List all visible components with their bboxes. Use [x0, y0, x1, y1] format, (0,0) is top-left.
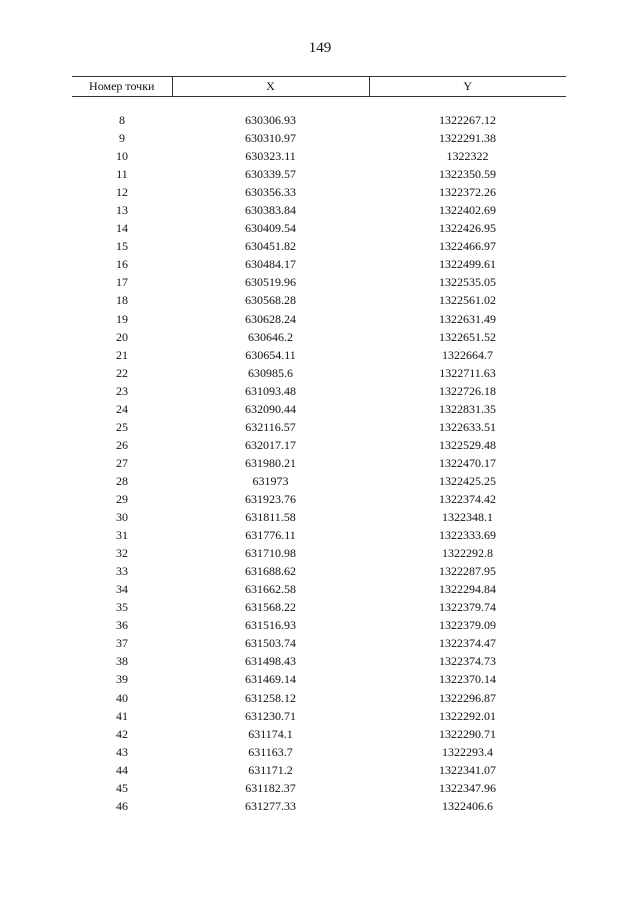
cell-point-number: 44 [116, 762, 128, 777]
cell-x: 631811.58 [245, 510, 296, 525]
cell-x: 631182.37 [245, 780, 296, 795]
cell-point-number: 35 [116, 600, 128, 615]
cell-y: 1322529.48 [439, 437, 496, 452]
cell-x: 630323.11 [245, 149, 296, 164]
cell-point-number: 46 [116, 798, 128, 813]
cell-y: 1322347.96 [439, 780, 496, 795]
cell-y: 1322711.63 [439, 365, 496, 380]
cell-x: 631503.74 [245, 636, 296, 651]
cell-point-number: 30 [116, 510, 128, 525]
table-row [72, 580, 566, 598]
cell-point-number: 33 [116, 564, 128, 579]
cell-y: 1322294.84 [439, 582, 496, 597]
cell-x: 631776.11 [245, 528, 296, 543]
cell-y: 1322535.05 [439, 275, 496, 290]
cell-point-number: 16 [116, 257, 128, 272]
table-row [72, 761, 566, 779]
cell-point-number: 26 [116, 437, 128, 452]
table-row [72, 598, 566, 616]
cell-x: 630451.82 [245, 239, 296, 254]
cell-y: 1322379.74 [439, 600, 496, 615]
table-row [72, 237, 566, 255]
table-row [72, 743, 566, 761]
table-row [72, 346, 566, 364]
table-row [72, 652, 566, 670]
cell-y: 1322370.14 [439, 672, 496, 687]
table-row [72, 129, 566, 147]
cell-y: 1322292.01 [439, 708, 496, 723]
table-row [72, 472, 566, 490]
table-row [72, 291, 566, 309]
cell-y: 1322406.6 [442, 798, 493, 813]
cell-point-number: 25 [116, 419, 128, 434]
cell-x: 631973 [252, 473, 289, 488]
cell-x: 631163.7 [248, 744, 293, 759]
table-row [72, 310, 566, 328]
cell-x: 631688.62 [245, 564, 296, 579]
cell-y: 1322631.49 [439, 311, 496, 326]
cell-point-number: 38 [116, 654, 128, 669]
cell-point-number: 22 [116, 365, 128, 380]
coordinates-table-container [72, 76, 566, 815]
cell-y: 1322287.95 [439, 564, 496, 579]
cell-point-number: 24 [116, 401, 128, 416]
table-row [72, 779, 566, 797]
table-row [72, 382, 566, 400]
cell-y: 1322290.71 [439, 726, 496, 741]
cell-y: 1322341.07 [439, 762, 496, 777]
cell-point-number: 20 [116, 329, 128, 344]
table-row [72, 508, 566, 526]
cell-point-number: 19 [116, 311, 128, 326]
cell-x: 630985.6 [248, 365, 293, 380]
cell-y: 1322322 [446, 149, 489, 164]
cell-x: 630356.33 [245, 185, 296, 200]
cell-x: 631980.21 [245, 455, 296, 470]
cell-point-number: 39 [116, 672, 128, 687]
cell-point-number: 29 [116, 492, 128, 506]
cell-x: 630484.17 [245, 257, 296, 272]
coordinates-table [72, 76, 566, 815]
cell-x: 631277.33 [245, 798, 296, 813]
header-x: X [172, 77, 369, 97]
cell-y: 1322372.26 [439, 185, 496, 200]
table-header-row [72, 77, 566, 97]
cell-x: 630383.84 [245, 203, 296, 218]
cell-point-number: 42 [116, 726, 128, 741]
table-row [72, 328, 566, 346]
table-row [72, 562, 566, 580]
cell-y: 1322350.59 [439, 167, 496, 182]
cell-x: 630339.57 [245, 167, 296, 182]
cell-y: 1322374.47 [439, 636, 496, 651]
cell-y: 1322561.02 [439, 293, 496, 308]
cell-y: 1322425.25 [439, 473, 496, 488]
spacer-cell [72, 97, 566, 112]
cell-point-number: 45 [116, 780, 128, 795]
cell-y: 1322291.38 [439, 131, 496, 146]
cell-point-number: 23 [116, 383, 128, 398]
cell-y: 1322470.17 [439, 455, 496, 470]
cell-y: 1322426.95 [439, 221, 496, 236]
cell-y: 1322499.61 [439, 257, 496, 272]
cell-x: 630628.24 [245, 311, 296, 326]
cell-y: 1322333.69 [439, 528, 496, 543]
table-row [72, 490, 566, 508]
cell-x: 631258.12 [245, 690, 296, 705]
cell-point-number: 41 [116, 708, 128, 723]
cell-point-number: 15 [116, 239, 128, 254]
table-row [72, 219, 566, 237]
cell-y: 1322293.4 [442, 744, 493, 759]
table-row [72, 147, 566, 165]
cell-point-number: 21 [116, 347, 128, 362]
cell-point-number: 34 [116, 582, 128, 597]
cell-x: 630409.54 [245, 221, 296, 236]
cell-x: 630519.96 [245, 275, 296, 290]
table-body [72, 97, 566, 815]
cell-point-number: 11 [116, 167, 128, 182]
cell-x: 630654.11 [245, 347, 296, 362]
cell-y: 1322296.87 [439, 690, 496, 705]
table-row [72, 418, 566, 436]
cell-x: 630568.28 [245, 293, 296, 308]
cell-x: 632017.17 [245, 437, 296, 452]
cell-y: 1322402.69 [439, 203, 496, 218]
cell-point-number: 10 [116, 149, 128, 164]
cell-point-number: 40 [116, 690, 128, 705]
cell-point-number: 32 [116, 546, 128, 561]
table-row [72, 707, 566, 725]
header-y: Y [369, 77, 566, 97]
table-row [72, 797, 566, 815]
cell-point-number: 14 [116, 221, 128, 236]
cell-point-number: 43 [116, 744, 128, 759]
cell-y: 1322651.52 [439, 329, 496, 344]
table-row [72, 273, 566, 291]
cell-point-number: 31 [116, 528, 128, 543]
cell-y: 1322348.1 [442, 510, 493, 525]
table-row [72, 670, 566, 688]
table-row [72, 183, 566, 201]
cell-y: 1322374.73 [439, 654, 496, 669]
cell-x: 630306.93 [245, 113, 296, 128]
page-number: 149 [308, 40, 332, 56]
cell-x: 631568.22 [245, 600, 296, 615]
table-spacer [72, 97, 566, 112]
cell-y: 1322633.51 [439, 419, 496, 434]
table-row [72, 436, 566, 454]
cell-point-number: 9 [119, 131, 125, 146]
cell-x: 631710.98 [245, 546, 296, 561]
cell-point-number: 37 [116, 636, 128, 651]
cell-x: 631662.58 [245, 582, 296, 597]
cell-y: 1322831.35 [439, 401, 496, 416]
table-row [72, 111, 566, 129]
cell-point-number: 17 [116, 275, 128, 290]
cell-point-number: 36 [116, 618, 128, 633]
cell-y: 1322726.18 [439, 383, 496, 398]
header-point-number: Номер точки [72, 77, 172, 97]
cell-x: 632116.57 [245, 419, 296, 434]
cell-x: 630646.2 [248, 329, 293, 344]
table-row [72, 454, 566, 472]
table-row [72, 165, 566, 183]
table-row [72, 616, 566, 634]
cell-x: 631174.1 [248, 726, 293, 741]
cell-point-number: 8 [119, 113, 125, 128]
cell-x: 631469.14 [245, 672, 296, 687]
table-row [72, 201, 566, 219]
cell-x: 631171.2 [248, 762, 293, 777]
cell-point-number: 18 [116, 293, 128, 308]
cell-x: 630310.97 [245, 131, 296, 146]
cell-y: 1322267.12 [439, 113, 496, 128]
cell-point-number: 27 [116, 455, 128, 470]
cell-point-number: 12 [116, 185, 128, 200]
table-header [72, 77, 566, 97]
cell-x: 631498.43 [245, 654, 296, 669]
cell-x: 631093.48 [245, 383, 296, 398]
table-row [72, 725, 566, 743]
cell-x: 631923.76 [245, 492, 296, 506]
cell-x: 632090.44 [245, 401, 296, 416]
table-row [72, 544, 566, 562]
cell-point-number: 28 [116, 473, 128, 488]
table-row [72, 255, 566, 273]
cell-y: 1322466.97 [439, 239, 496, 254]
table-row [72, 526, 566, 544]
cell-x: 631516.93 [245, 618, 296, 633]
cell-y: 1322292.8 [442, 546, 493, 561]
cell-x: 631230.71 [245, 708, 296, 723]
table-row [72, 634, 566, 652]
table-row [72, 689, 566, 707]
cell-y: 1322374.42 [439, 492, 496, 506]
cell-y: 1322379.09 [439, 618, 496, 633]
cell-point-number: 13 [116, 203, 128, 218]
cell-y: 1322664.7 [442, 347, 493, 362]
table-row [72, 364, 566, 382]
table-row [72, 400, 566, 418]
